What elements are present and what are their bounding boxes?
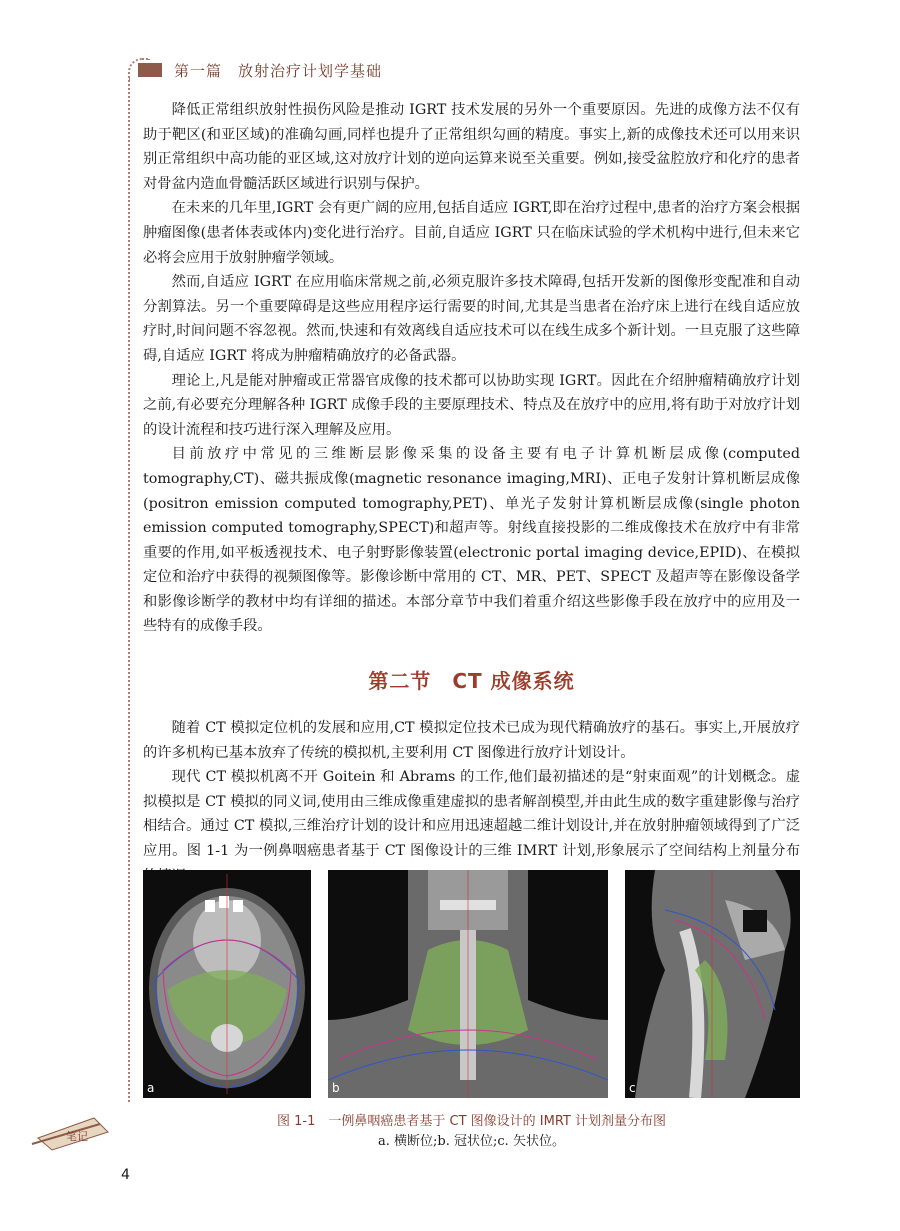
- margin-decoration-line: [128, 72, 130, 1102]
- header-accent-bar: [138, 63, 162, 77]
- section-title: 第二节 CT 成像系统: [368, 669, 575, 694]
- paragraph: 然而,自适应 IGRT 在应用临床常规之前,必须克服许多技术障碍,包括开发新的图像形变配准和自动分割算法。另一个重要障碍是这些应用程序运行需要的时间,尤其是当患者在治疗床上进行在线自适应放疗时,时间问题不容忽视。然而,快速和有效离线自适应技术可以在线生成多个新计划。一旦克服了这些障碍,自适应 IGRT 将成为肿瘤精确放疗的必备武器。: [143, 274, 800, 364]
- figure-panel-coronal: [328, 870, 608, 1098]
- running-header: 第一篇 放射治疗计划学基础: [174, 62, 383, 80]
- panel-letter: a: [147, 1081, 155, 1095]
- paragraph: 理论上,凡是能对肿瘤或正常器官成像的技术都可以协助实现 IGRT。因此在介绍肿瘤精确放疗计划之前,有必要充分理解各种 IGRT 成像手段的主要原理技术、特点及在放疗中的应用,将有助于对放疗计划的设计流程和技巧进行深入理解及应用。: [143, 372, 800, 438]
- figure-1-1: [143, 870, 800, 1098]
- notes-label: 笔记: [66, 1130, 88, 1143]
- figure-panel-sagittal: [625, 870, 800, 1098]
- page-number: 4: [121, 1167, 130, 1183]
- paragraph: 目前放疗中常见的三维断层影像采集的设备主要有电子计算机断层成像(computed tomography,CT)、磁共振成像(magnetic resonance imaging,MRI)、正电子发射计算机断层成像(positron emission computed tomography,PET)、单光子发射计算机断层成像(single photon emission computed tomography,SPECT)和超声等。射线直接投影的二维成像技术在放疗中有非常重要的作用,如平板透视技术、电子射野影像装置(electronic portal imaging device,EPID)、在模拟定位和治疗中获得的视频图像等。影像诊断中常用的 CT、MR、PET、SPECT 及超声等在影像设备学和影像诊断学的教材中均有详细的描述。本部分章节中我们着重介绍这些影像手段在放疗中的应用及一些特有的成像手段。: [143, 446, 800, 635]
- axial-ct-image: [143, 870, 311, 1098]
- sagittal-ct-image: [625, 870, 800, 1098]
- figure-subcaption: a. 横断位;b. 冠状位;c. 矢状位。: [378, 1134, 565, 1149]
- main-text: [143, 98, 800, 888]
- notes-icon: [30, 1108, 114, 1152]
- figure-panel-axial: [143, 870, 311, 1098]
- panel-letter: c: [629, 1081, 636, 1095]
- paragraph: 在未来的几年里,IGRT 会有更广阔的应用,包括自适应 IGRT,即在治疗过程中,患者的治疗方案会根据肿瘤图像(患者体表或体内)变化进行治疗。目前,自适应 IGRT 只在临床试验的学术机构中进行,但未来它必将会应用于放射肿瘤学领域。: [143, 200, 800, 266]
- paragraph: 现代 CT 模拟机离不开 Goitein 和 Abrams 的工作,他们最初描述的是“射束面观”的计划概念。虚拟模拟是 CT 模拟的同义词,使用由三维成像重建虚拟的患者解剖模型,并由此生成的数字重建影像与治疗相结合。通过 CT 模拟,三维治疗计划的设计和应用迅速超越二维计划设计,并在放射肿瘤领域得到了广泛应用。图 1-1 为一例鼻咽癌患者基于 CT 图像设计的三维 IMRT 计划,形象展示了空间结构上剂量分布: [143, 769, 800, 860]
- panel-letter: b: [332, 1081, 340, 1095]
- paragraph: 降低正常组织放射性损伤风险是推动 IGRT 技术发展的另外一个重要原因。先进的成像方法不仅有助于靶区(和亚区域)的准确勾画,同样也提升了正常组织勾画的精度。事实上,新的成像技术还可以用来识别正常组织中高功能的亚区域,这对放疗计划的逆向运算来说至关重要。例如,接受盆腔放疗和化疗的患者对骨盆内造血骨髓活跃区域进行识别与保护。: [143, 102, 800, 192]
- paragraph: 随着 CT 模拟定位机的发展和应用,CT 模拟定位技术已成为现代精确放疗的基石。事实上,开展放疗的许多机构已基本放弃了传统的模拟机,主要利用 CT 图像进行放疗计划设计。: [143, 720, 800, 761]
- figure-caption: 图 1-1 一例鼻咽癌患者基于 CT 图像设计的 IMRT 计划剂量分布图: [277, 1114, 666, 1129]
- coronal-ct-image: [328, 870, 608, 1098]
